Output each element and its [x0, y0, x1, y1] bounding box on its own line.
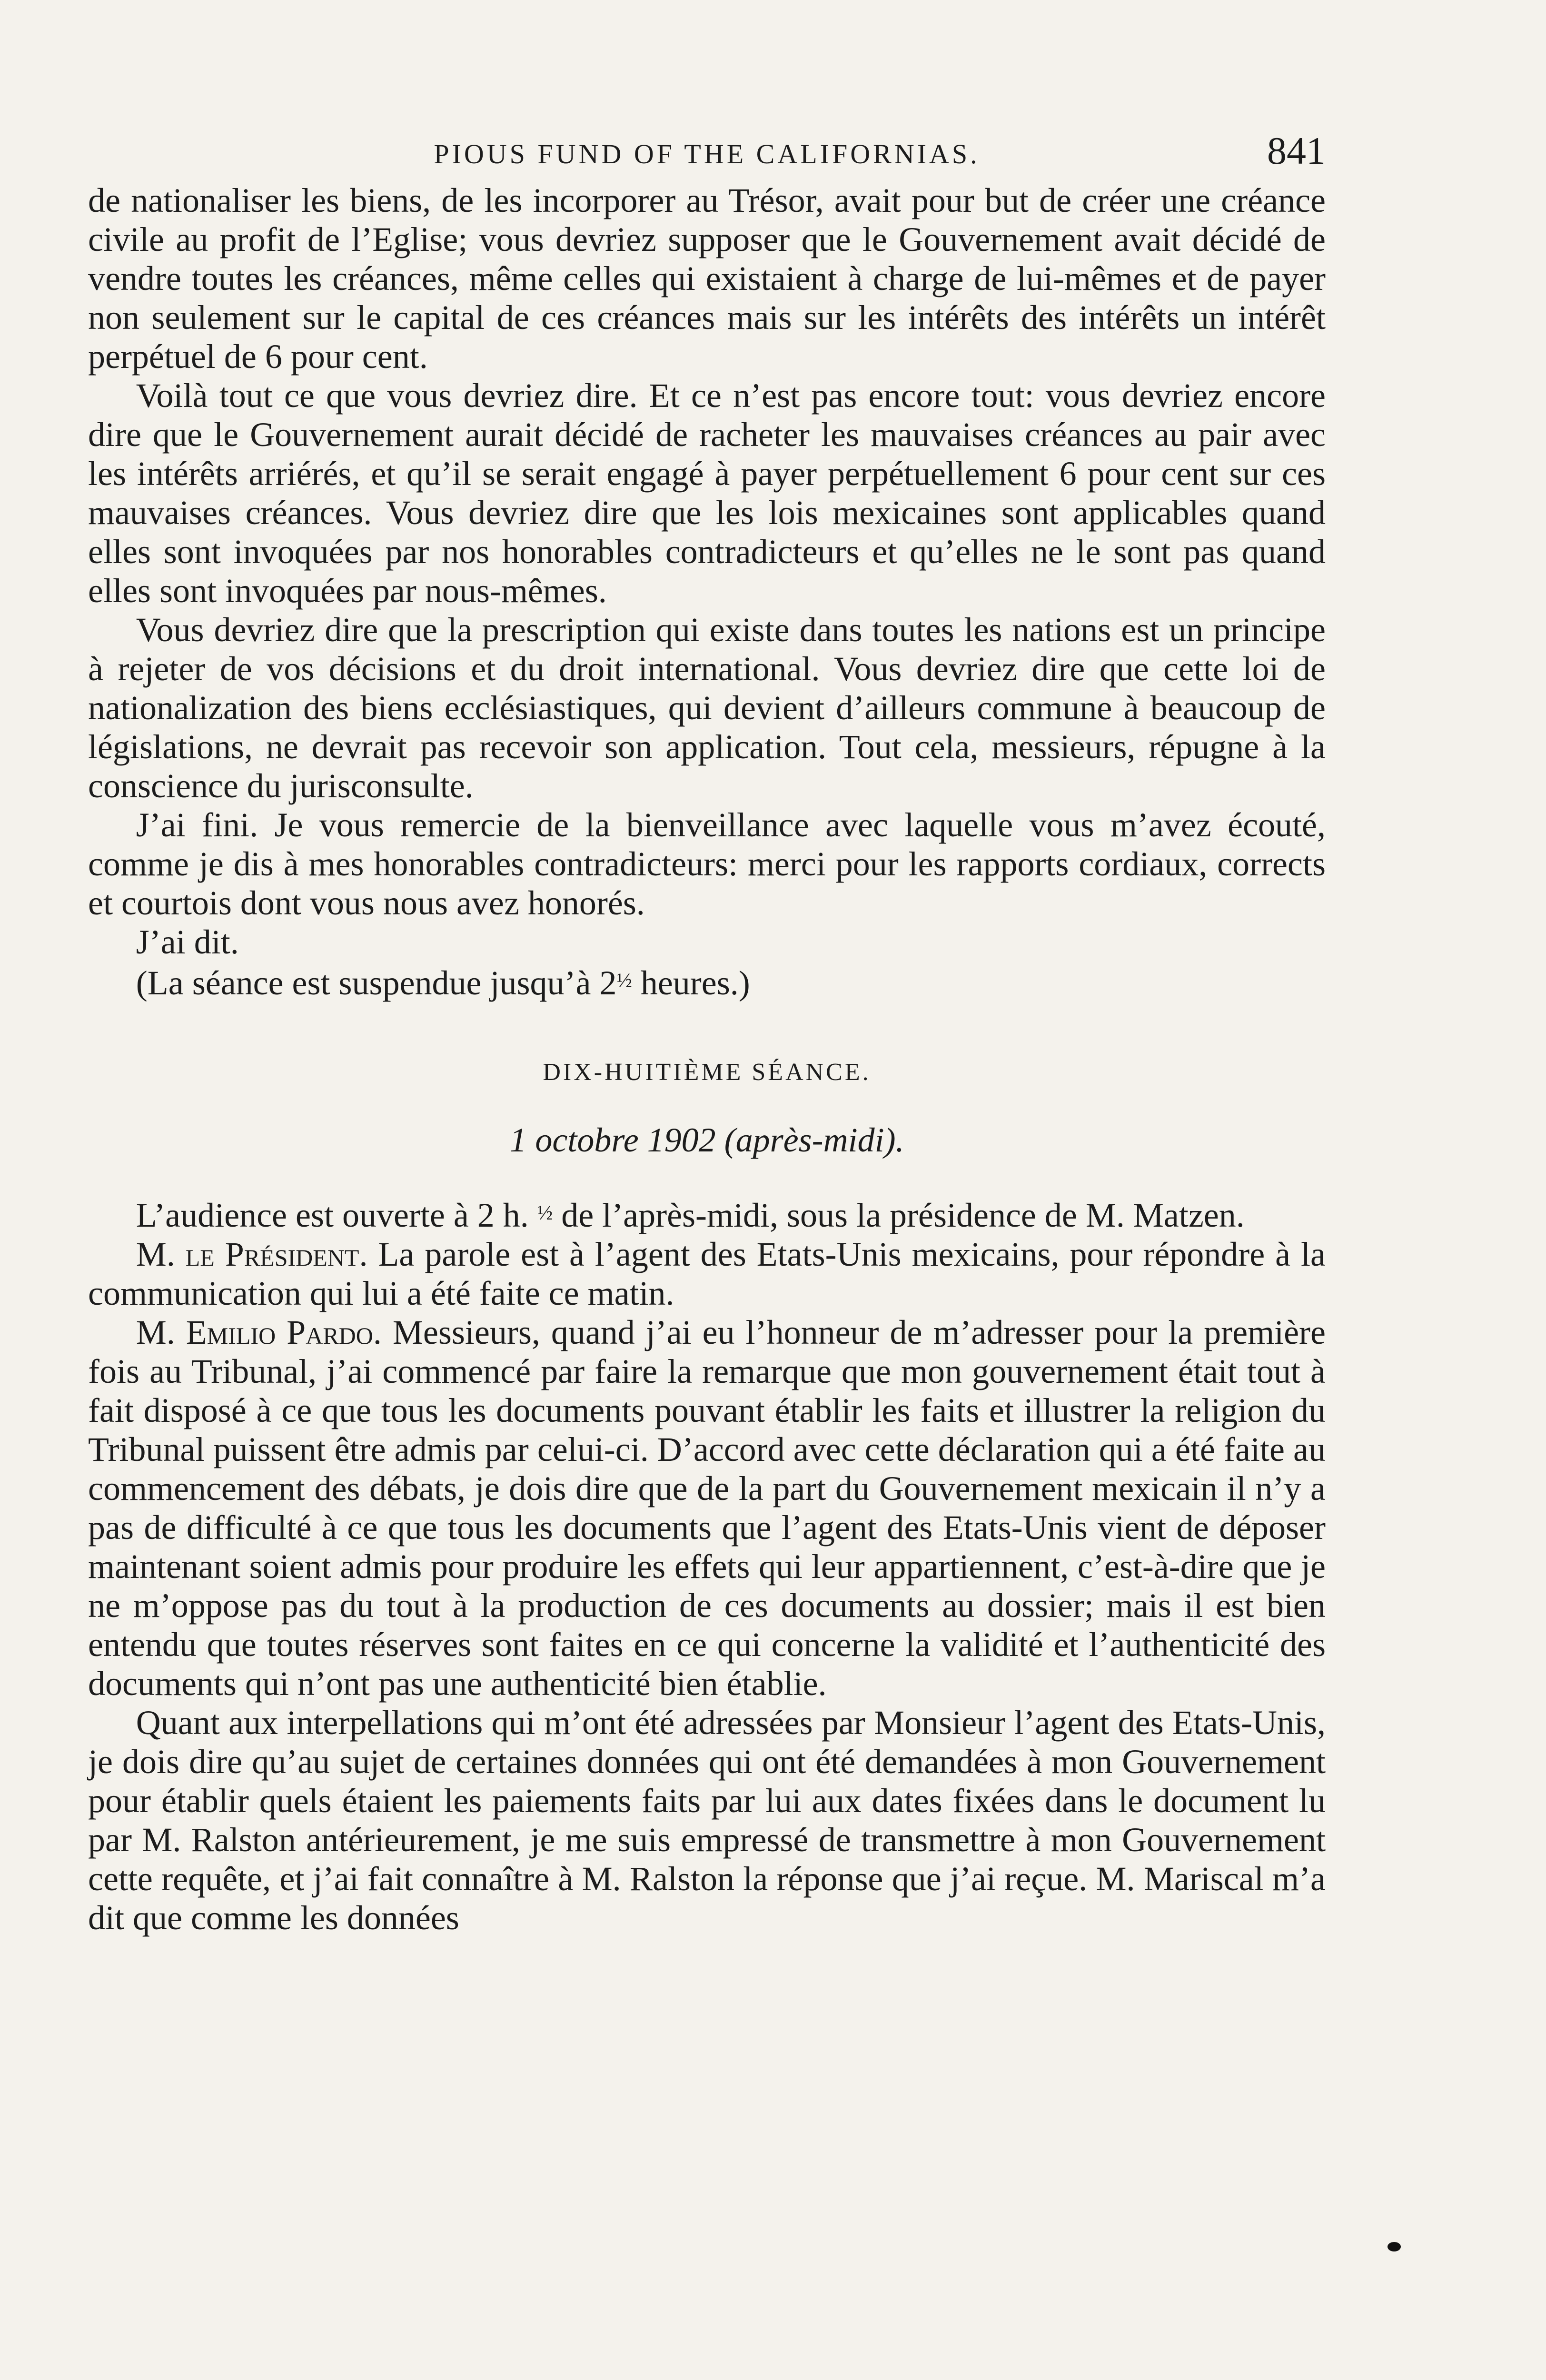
- fraction-half: ½: [537, 1202, 553, 1225]
- paragraph: [88, 1194, 1326, 1235]
- paragraph: J’ai fini. Je vous remercie de la bienveillance avec laquelle vous m’avez écouté, comme je dis à mes honorables contradicteurs: merci pour les rapports cordiaux, corrects et courtois dont vous nous avez honorés.: [88, 806, 1326, 922]
- paragraph: Voilà tout ce que vous devriez dire. Et ce n’est pas encore tout: vous devriez encore dire que le Gouvernement aurait décidé de racheter les mauvaises créances au pair avec les intérêts arriérés, et qu’il se serait engagé à payer perpétuellement 6 pour cent sur ces mauvaises créances. Vous devriez dire que les lois mexicaines sont applicables quand elles sont invoquées par nos honorables contradicteurs et qu’elles ne le sont pas quand elles sont invoquées par nous-mêmes.: [88, 377, 1326, 610]
- session-suspension-note: [88, 962, 1326, 1002]
- suspension-text-end: heures.): [632, 964, 750, 1002]
- opening-text-end: de l’après-midi, sous la présidence de M. Matzen.: [553, 1196, 1245, 1235]
- session-dateline: 1 octobre 1902 (après-midi).: [509, 1121, 904, 1160]
- paragraph: J’ai dit.: [136, 923, 239, 961]
- running-title: PIOUS FUND OF THE CALIFORNIAS.: [434, 139, 980, 169]
- paragraph: Quant aux interpellations qui m’ont été adressées par Monsieur l’agent des Etats-Unis, je dois dire qu’au sujet de certaines données qui ont été demandées à mon Gouvernement pour établir quels étaient les paiements faits par lui aux dates fixées dans le document lu par M. Ralston antérieurement, je me suis empressé de transmettre à mon Gouvernement cette requête, et j’ai fait connaître à M. Ralston la réponse que j’ai reçue. M. Mariscal m’a dit que comme les données: [88, 1704, 1326, 1937]
- opening-text: L’audience est ouverte à 2 h.: [136, 1196, 537, 1235]
- suspension-text: (La séance est suspendue jusqu’à 2: [136, 964, 617, 1002]
- speech-text: La parole est à l’agent des Etats-Unis mexicains, pour répondre à la communication qui lui a été faite ce matin.: [88, 1235, 1326, 1313]
- body-text: [88, 181, 1326, 1937]
- paragraph-continuation: de nationaliser les biens, de les incorporer au Trésor, avait pour but de créer une créance civile au profit de l’Eglise; vous devriez supposer que le Gouvernement avait décidé de vendre toutes les créances, même celles qui existaient à charge de lui-mêmes et de payer non seulement sur le capital de ces créances mais sur les intérêts des intérêts un intérêt perpétuel de 6 pour cent.: [88, 181, 1326, 376]
- paragraph: [88, 1313, 1326, 1703]
- page-number: 841: [1267, 129, 1326, 172]
- margin-ink-mark: [1387, 2242, 1401, 2251]
- paragraph: [88, 1235, 1326, 1313]
- section-heading: DIX-HUITIÈME SÉANCE.: [543, 1059, 871, 1086]
- paragraph: Vous devriez dire que la prescription qui existe dans toutes les nations est un principe à rejeter de vos décisions et du droit international. Vous devriez dire que cette loi de nationalization des biens ecclésiastiques, qui devient d’ailleurs commune à beaucoup de législations, ne devrait pas recevoir son application. Tout cela, messieurs, répugne à la conscience du jurisconsulte.: [88, 611, 1326, 805]
- speaker-name: M. le Président.: [136, 1235, 368, 1274]
- document-page: [88, 129, 1326, 2380]
- speech-text: Messieurs, quand j’ai eu l’honneur de m’adresser pour la première fois au Tribunal, j’ai commencé par faire la remarque que mon gouvernement était tout à fait disposé à ce que tous les documents pouvant établir les faits et illustrer la religion du Tribunal puissent être admis par celui-ci. D’accord avec cette déclaration qui a été faite au commencement des débats, je dois dire que de la part du Gouvernement mexicain il n’y a pas de difficulté à ce que tous les documents que l’agent des Etats-Unis vient de déposer maintenant soient admis pour produire les effets qui leur appartiennent, c’est-à-dire que je ne m’oppose pas du tout à la production de ces documents au dossier; mais il est bien entendu que toutes réserves sont faites en ce qui concerne la validité et l’authenticité des documents qui n’ont pas une authenticité bien établie.: [88, 1313, 1326, 1703]
- running-header: [88, 129, 1326, 181]
- speaker-name: M. Emilio Pardo.: [136, 1313, 382, 1352]
- fraction-half: ½: [616, 970, 632, 992]
